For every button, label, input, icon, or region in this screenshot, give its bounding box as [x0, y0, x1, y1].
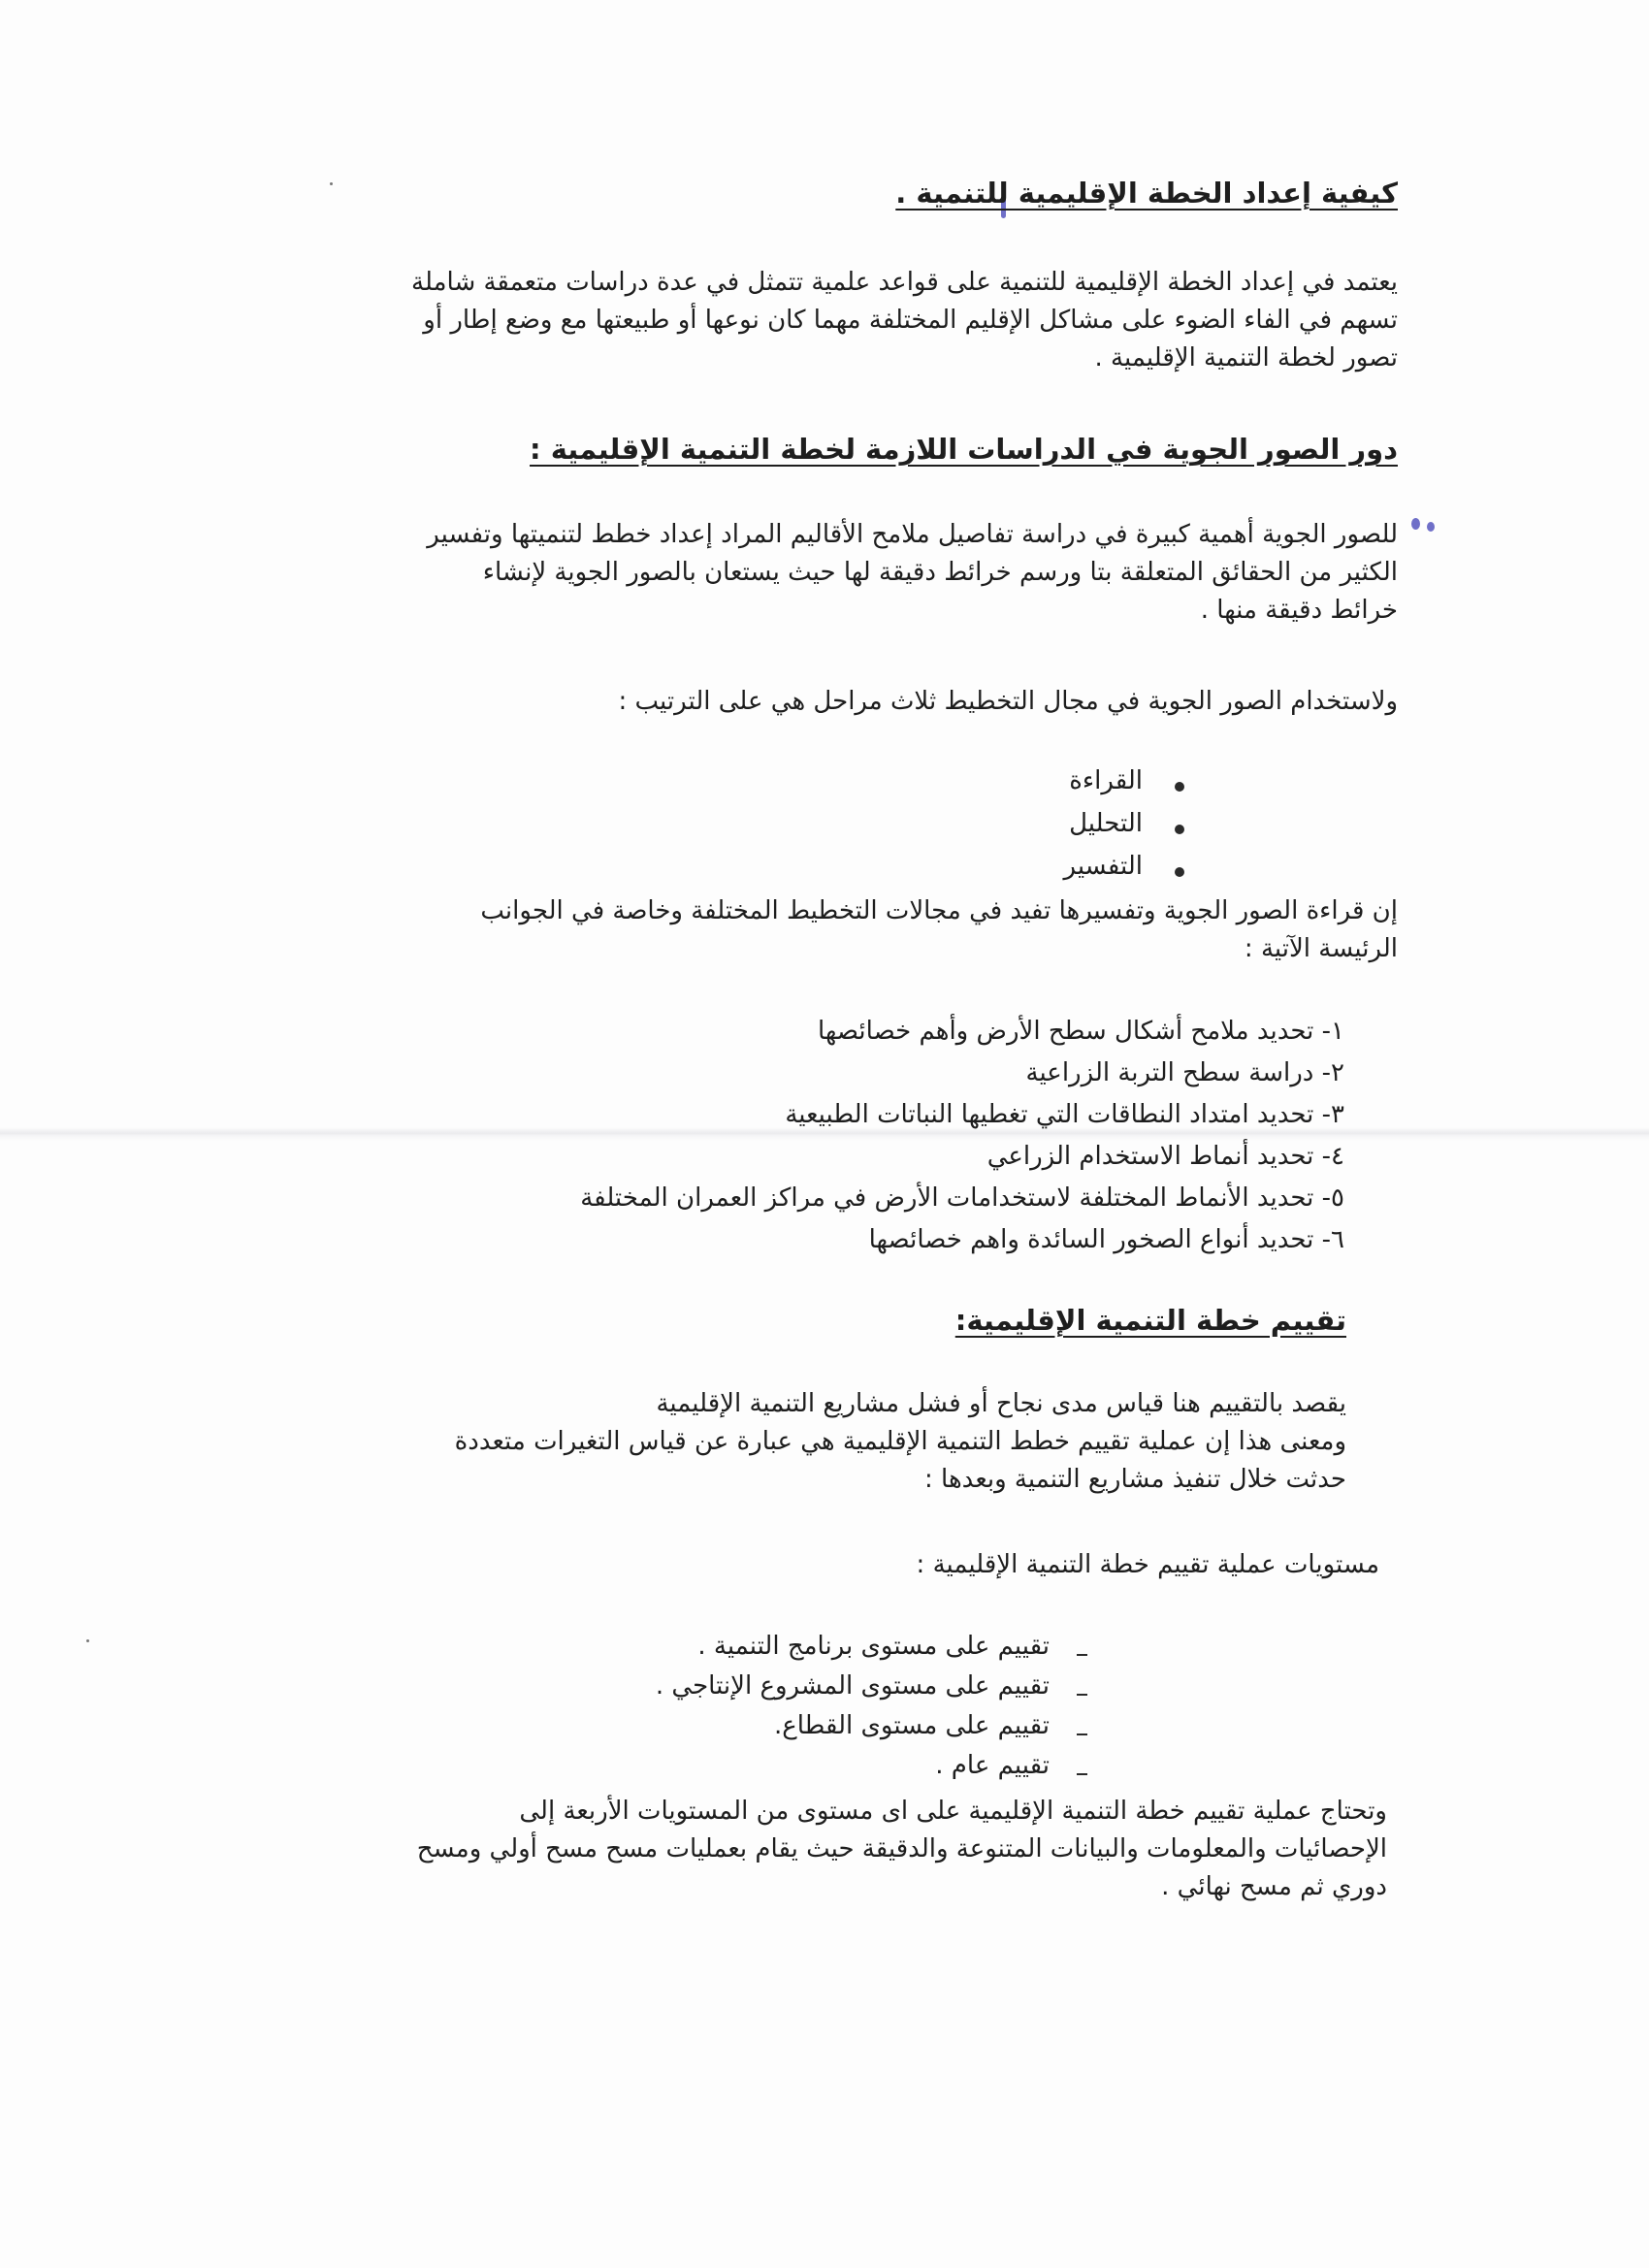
list-dash — [1077, 1773, 1087, 1775]
level-item: تقييم على مستوى برنامج التنمية . — [697, 1632, 1050, 1661]
benefits-intro — [331, 892, 1398, 968]
paragraph-aerial-photos — [331, 516, 1398, 630]
paragraph-line: يعتمد في إعداد الخطة الإقليمية للتنمية على قواعد علمية تتمثل في عدة دراسات متعمقة شاملة — [411, 268, 1398, 297]
paragraph-plan-evaluation — [299, 1385, 1346, 1499]
benefit-item: ١- تحديد ملامح أشكال سطح الأرض وأهم خصائصها — [817, 1017, 1344, 1046]
stage-item: التفسير — [1063, 852, 1143, 881]
bullet-dot — [1175, 825, 1184, 834]
stage-item: التحليل — [1069, 809, 1143, 838]
benefit-item: ٤- تحديد أنماط الاستخدام الزراعي — [986, 1142, 1344, 1171]
bullet-dot — [1175, 867, 1184, 877]
paragraph-line: وتحتاج عملية تقييم خطة التنمية الإقليمية على اى مستوى من المستويات الأربعة إلى — [519, 1797, 1387, 1826]
paragraph-line: تسهم في الفاء الضوء على مشاكل الإقليم المختلفة مهما كان نوعها أو طبيعتها مع وضع إطار أو — [423, 306, 1398, 335]
stages-intro: ولاستخدام الصور الجوية في مجال التخطيط ثلاث مراحل هي على الترتيب : — [618, 687, 1398, 716]
paragraph-line: خرائط دقيقة منها . — [1200, 596, 1398, 625]
benefit-item: ٢- دراسة سطح التربة الزراعية — [1025, 1058, 1344, 1087]
paragraph-line: حدثت خلال تنفيذ مشاريع التنمية وبعدها : — [924, 1465, 1346, 1494]
paragraph-line: ومعنى هذا إن عملية تقييم خطط التنمية الإقليمية هي عبارة عن قياس التغيرات متعددة — [454, 1427, 1346, 1456]
paragraph-closing — [320, 1793, 1387, 1906]
scan-speck — [86, 1639, 89, 1642]
level-item: تقييم على مستوى المشروع الإنتاجي . — [655, 1671, 1050, 1701]
level-item: تقييم عام . — [935, 1751, 1050, 1780]
list-dash — [1077, 1733, 1087, 1735]
list-dash — [1077, 1694, 1087, 1696]
paragraph-line: دوري ثم مسح نهائي . — [1161, 1872, 1387, 1901]
paragraph-line: يقصد بالتقييم هنا قياس مدى نجاح أو فشل مشاريع التنمية الإقليمية — [656, 1389, 1346, 1418]
section-heading-plan-preparation: كيفية إعداد الخطة الإقليمية للتنمية . — [895, 177, 1398, 210]
list-dash — [1077, 1654, 1087, 1656]
scan-speck — [330, 182, 333, 185]
paragraph-line: للصور الجوية أهمية كبيرة في دراسة تفاصيل ملامح الأقاليم المراد إعداد خطط لتنميتها وتفسير — [427, 520, 1398, 549]
levels-intro: مستويات عملية تقييم خطة التنمية الإقليمية : — [916, 1550, 1379, 1579]
benefit-item: ٥- تحديد الأنماط المختلفة لاستخدامات الأرض في مراكز العمران المختلفة — [580, 1183, 1344, 1213]
paragraph-line: الكثير من الحقائق المتعلقة بتا ورسم خرائط دقيقة لها حيث يستعان بالصور الجوية لإنشاء — [482, 558, 1398, 587]
paragraph-line: تصور لخطة التنمية الإقليمية . — [1094, 343, 1398, 373]
stage-item: القراءة — [1069, 766, 1143, 795]
section-heading-plan-evaluation: تقييم خطة التنمية الإقليمية: — [954, 1304, 1346, 1337]
bullet-dot — [1175, 782, 1184, 792]
pen-mark — [1427, 522, 1435, 532]
paper-fold — [0, 1127, 1649, 1141]
paragraph-line: إن قراءة الصور الجوية وتفسيرها تفيد في مجالات التخطيط المختلفة وخاصة في الجوانب — [480, 896, 1398, 925]
section-heading-aerial-photos: دور الصور الجوية في الدراسات اللازمة لخطة التنمية الإقليمية : — [530, 433, 1398, 466]
paragraph-plan-preparation — [331, 264, 1398, 377]
paragraph-line: الرئيسة الآتية : — [1244, 934, 1398, 963]
level-item: تقييم على مستوى القطاع. — [773, 1711, 1050, 1740]
paragraph-line: الإحصائيات والمعلومات والبيانات المتنوعة والدقيقة حيث يقام بعمليات مسح مسح أولي ومسح — [416, 1834, 1387, 1863]
benefit-item: ٣- تحديد امتداد النطاقات التي تغطيها النباتات الطبيعية — [785, 1100, 1344, 1129]
benefit-item: ٦- تحديد أنواع الصخور السائدة واهم خصائصها — [868, 1225, 1344, 1254]
pen-mark — [1411, 518, 1420, 530]
